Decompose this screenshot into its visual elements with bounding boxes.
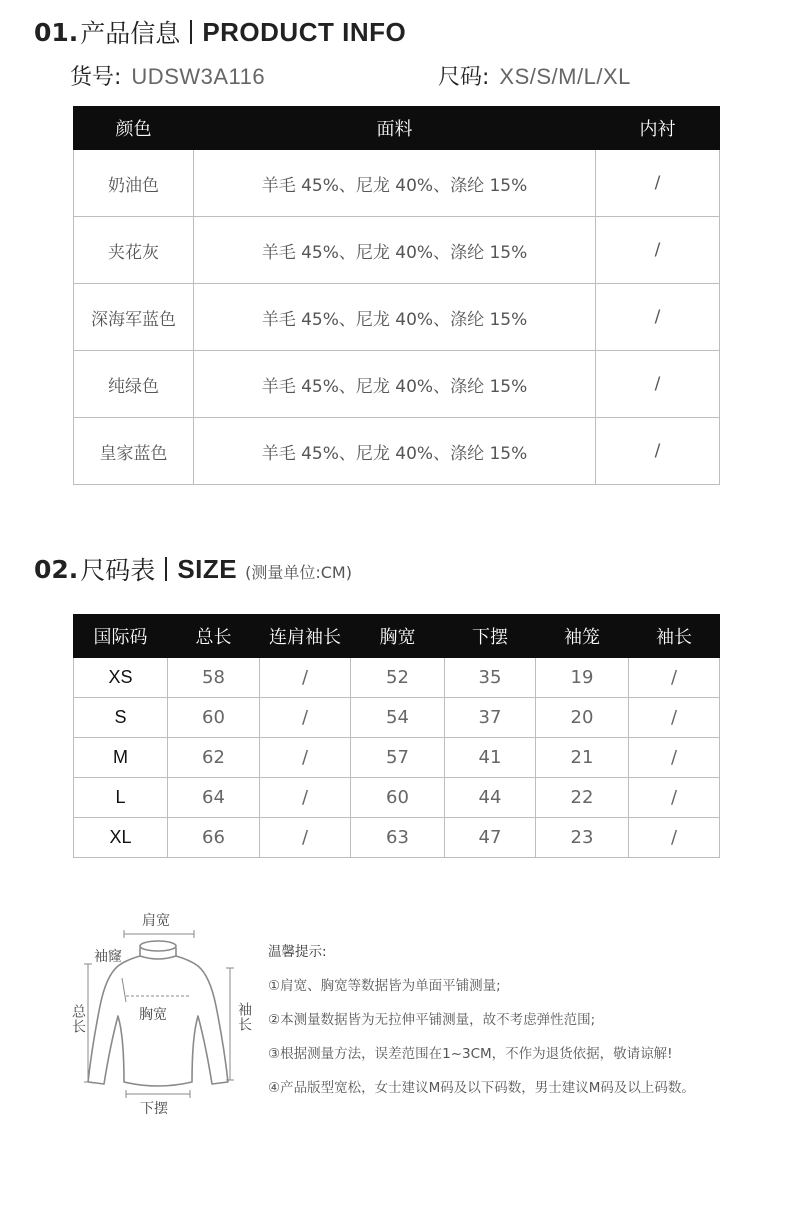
- size-code-cell: S: [74, 698, 168, 738]
- table-row: [74, 738, 720, 778]
- shoulder-label: 肩宽: [142, 913, 170, 929]
- fabric-cell: 羊毛 45%、尼龙 40%、涤纶 15%: [194, 150, 596, 217]
- measurement-diagram: [66, 906, 256, 1121]
- hem-cell: 47: [445, 818, 536, 858]
- raglan-sleeve-cell: /: [260, 698, 351, 738]
- header-intl-size: 国际码: [74, 615, 168, 658]
- table-row: [74, 351, 720, 418]
- table-row: [74, 818, 720, 858]
- armhole-cell: 21: [536, 738, 629, 778]
- lining-cell: /: [596, 150, 720, 217]
- table-row: [74, 150, 720, 217]
- raglan-sleeve-cell: /: [260, 738, 351, 778]
- lining-cell: /: [596, 217, 720, 284]
- sleeve-cell: /: [629, 698, 720, 738]
- color-cell: 深海军蓝色: [74, 284, 194, 351]
- sleeve-label: 袖长: [236, 1002, 252, 1032]
- section-number: 01.: [34, 17, 79, 47]
- size-info: [438, 60, 631, 91]
- header-color: 颜色: [74, 107, 194, 150]
- table-row: [74, 284, 720, 351]
- tip-item: ②本测量数据皆为无拉伸平铺测量，故不考虑弹性范围;: [268, 1012, 596, 1028]
- lining-cell: /: [596, 351, 720, 418]
- section-title-cn: 产品信息: [80, 19, 181, 48]
- hem-cell: 44: [445, 778, 536, 818]
- size-code-cell: M: [74, 738, 168, 778]
- chest-cell: 54: [351, 698, 445, 738]
- hem-label: 下摆: [140, 1101, 168, 1117]
- product-meta: [70, 60, 720, 92]
- total-length-cell: 58: [168, 658, 260, 698]
- tip-item: ④产品版型宽松，女士建议M码及以下码数，男士建议M码及以上码数。: [268, 1080, 695, 1096]
- title-divider: [165, 557, 167, 581]
- table-row: [74, 217, 720, 284]
- sleeve-cell: /: [629, 778, 720, 818]
- sleeve-cell: /: [629, 658, 720, 698]
- table-row: [74, 418, 720, 485]
- table-header-row: [74, 107, 720, 150]
- size-code-cell: XL: [74, 818, 168, 858]
- tips-title: 温馨提示:: [268, 944, 327, 960]
- section-title-en: SIZE: [177, 553, 238, 584]
- lining-cell: /: [596, 284, 720, 351]
- fabric-cell: 羊毛 45%、尼龙 40%、涤纶 15%: [194, 351, 596, 418]
- armhole-cell: 22: [536, 778, 629, 818]
- length-label: 总长: [70, 1004, 86, 1034]
- total-length-cell: 64: [168, 778, 260, 818]
- hem-cell: 37: [445, 698, 536, 738]
- fabric-table: [73, 106, 720, 485]
- size-value: XS/S/M/L/XL: [499, 64, 631, 89]
- total-length-cell: 62: [168, 738, 260, 778]
- header-raglan-sleeve: 连肩袖长: [260, 615, 351, 658]
- section-title-en: PRODUCT INFO: [202, 16, 407, 47]
- header-chest: 胸宽: [351, 615, 445, 658]
- table-header-row: [74, 615, 720, 658]
- sleeve-cell: /: [629, 738, 720, 778]
- color-cell: 纯绿色: [74, 351, 194, 418]
- table-row: [74, 698, 720, 738]
- chest-cell: 57: [351, 738, 445, 778]
- hem-cell: 41: [445, 738, 536, 778]
- tips-panel: [268, 940, 768, 1110]
- hem-cell: 35: [445, 658, 536, 698]
- chest-cell: 52: [351, 658, 445, 698]
- tip-item: ③根据测量方法，误差范围在1~3CM，不作为退货依据，敬请谅解!: [268, 1046, 673, 1062]
- chest-label: 胸宽: [139, 1007, 167, 1023]
- table-row: [74, 658, 720, 698]
- table-row: [74, 778, 720, 818]
- fabric-cell: 羊毛 45%、尼龙 40%、涤纶 15%: [194, 284, 596, 351]
- size-section-title: [34, 551, 352, 587]
- tip-item: ①肩宽、胸宽等数据皆为单面平铺测量;: [268, 978, 501, 994]
- chest-cell: 60: [351, 778, 445, 818]
- measure-unit: (测量单位:CM): [245, 562, 352, 582]
- header-total-length: 总长: [168, 615, 260, 658]
- product-info-title: [34, 14, 406, 50]
- sleeve-cell: /: [629, 818, 720, 858]
- header-hem: 下摆: [445, 615, 536, 658]
- sku-label: 货号:: [70, 65, 122, 90]
- armhole-cell: 23: [536, 818, 629, 858]
- raglan-sleeve-cell: /: [260, 658, 351, 698]
- armhole-label: 袖窿: [94, 949, 122, 965]
- header-armhole: 袖笼: [536, 615, 629, 658]
- size-label: 尺码:: [438, 65, 490, 90]
- header-lining: 内衬: [596, 107, 720, 150]
- chest-cell: 63: [351, 818, 445, 858]
- color-cell: 奶油色: [74, 150, 194, 217]
- armhole-cell: 20: [536, 698, 629, 738]
- section-number: 02.: [34, 554, 79, 584]
- armhole-cell: 19: [536, 658, 629, 698]
- color-cell: 皇家蓝色: [74, 418, 194, 485]
- size-code-cell: L: [74, 778, 168, 818]
- size-code-cell: XS: [74, 658, 168, 698]
- header-sleeve: 袖长: [629, 615, 720, 658]
- total-length-cell: 66: [168, 818, 260, 858]
- fabric-cell: 羊毛 45%、尼龙 40%、涤纶 15%: [194, 418, 596, 485]
- raglan-sleeve-cell: /: [260, 818, 351, 858]
- sku-info: [70, 60, 265, 91]
- raglan-sleeve-cell: /: [260, 778, 351, 818]
- header-fabric: 面料: [194, 107, 596, 150]
- section-title-cn: 尺码表: [80, 556, 156, 585]
- fabric-cell: 羊毛 45%、尼龙 40%、涤纶 15%: [194, 217, 596, 284]
- color-cell: 夹花灰: [74, 217, 194, 284]
- title-divider: [190, 20, 192, 44]
- sku-value: UDSW3A116: [131, 64, 266, 89]
- size-table: [73, 614, 720, 858]
- lining-cell: /: [596, 418, 720, 485]
- total-length-cell: 60: [168, 698, 260, 738]
